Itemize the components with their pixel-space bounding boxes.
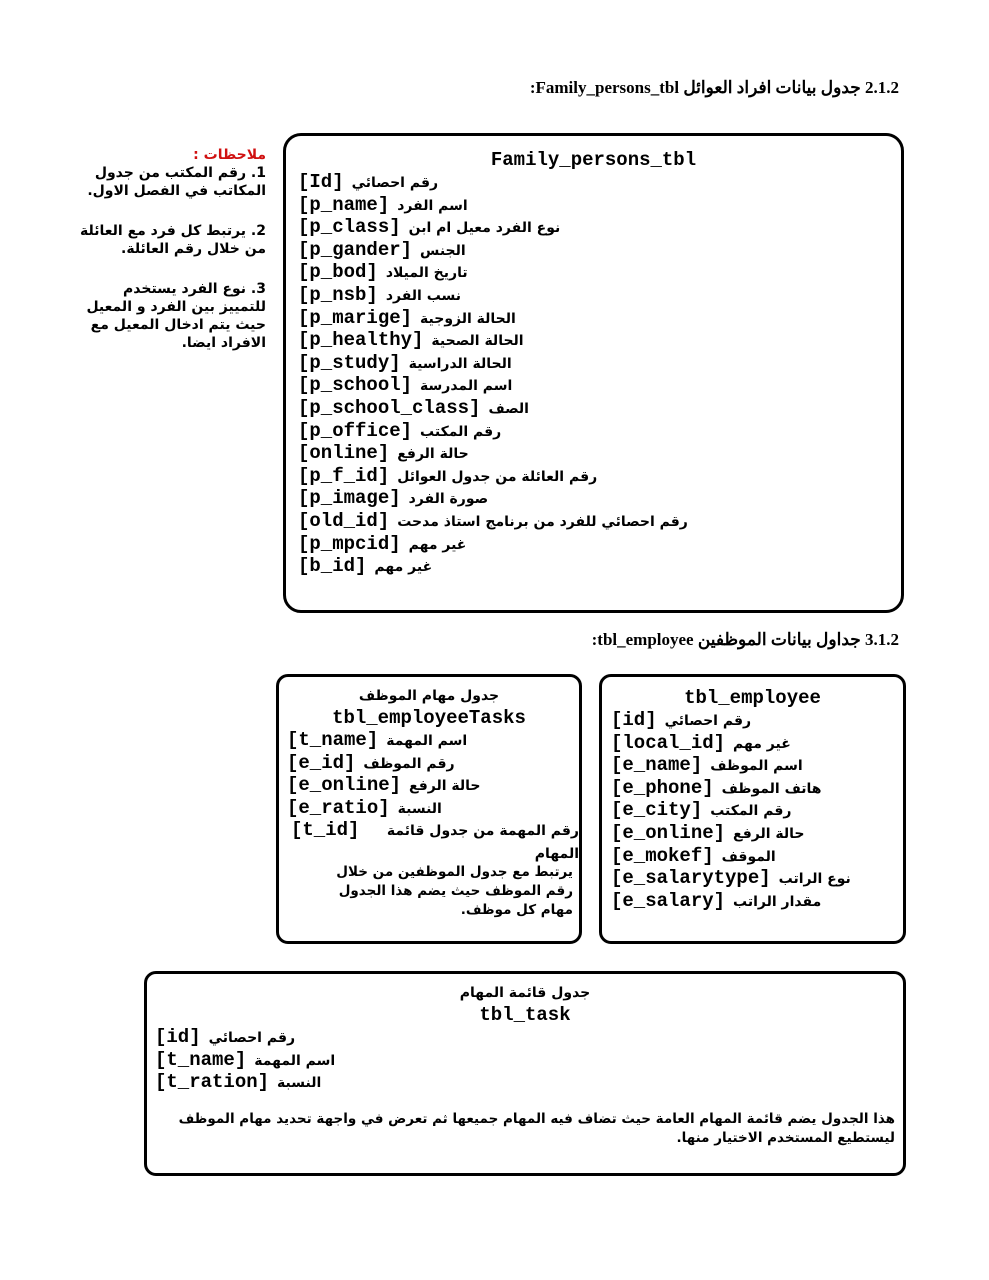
field-desc: رقم احصائي <box>208 1030 296 1046</box>
field-name: [p_school_class] <box>298 396 481 419</box>
field-name: [old_id] <box>298 509 390 532</box>
field-desc: الحالة الزوجية <box>420 310 516 327</box>
field-name: [p_study] <box>298 351 401 374</box>
tasks-field-row <box>287 729 579 752</box>
employee-tasks-field-list <box>287 729 579 862</box>
family-field-row <box>298 329 688 352</box>
field-name: [p_class] <box>298 216 401 239</box>
field-desc: رقم المهمة من جدول قائمة المهام <box>386 823 579 862</box>
field-name: [e_phone] <box>611 776 714 799</box>
family-field-row <box>298 465 688 488</box>
family-field-row <box>298 397 688 420</box>
field-desc: هاتف الموظف <box>721 780 822 797</box>
field-name: [e_online] <box>611 821 726 844</box>
field-desc: رقم احصائي للفرد من برنامج استاذ مدحت <box>397 513 688 530</box>
tasks-field-row <box>287 819 579 862</box>
field-name: [e_id] <box>287 751 356 774</box>
field-name: [e_name] <box>611 754 703 777</box>
field-desc: مقدار الراتب <box>733 893 822 910</box>
employee-tasks-table-box <box>276 674 582 944</box>
field-desc: رقم المكتب <box>710 803 792 820</box>
employee-tasks-table-name: tbl_employeeTasks <box>332 707 526 729</box>
employee-field-row <box>611 754 851 777</box>
field-desc: اسم المهمة <box>254 1052 336 1069</box>
field-desc: صورة الفرد <box>408 491 489 508</box>
field-name: [p_gander] <box>298 238 413 261</box>
field-name: [id] <box>155 1026 201 1048</box>
notes-title: ملاحظات : <box>193 147 266 163</box>
family-field-row <box>298 239 688 262</box>
task-field-row <box>155 1026 335 1049</box>
employee-field-row <box>611 709 851 732</box>
tasks-field-row <box>287 797 579 820</box>
field-name: [e_ratio] <box>287 796 390 819</box>
field-name: [p_nsb] <box>298 283 378 306</box>
field-desc: الحالة الدراسية <box>408 355 512 372</box>
family-field-row <box>298 510 688 533</box>
field-name: [e_salary] <box>611 889 726 912</box>
field-name: [local_id] <box>611 731 726 754</box>
field-desc: غير مهم <box>733 735 791 752</box>
section-heading-family: 2.1.2 جدول بيانات افراد العوائل Family_persons_tbl: <box>529 78 899 97</box>
family-table-name: Family_persons_tbl <box>490 149 697 171</box>
field-desc: رقم احصائي <box>664 713 752 729</box>
field-name: [p_bod] <box>298 261 378 284</box>
field-name: [p_marige] <box>298 306 413 329</box>
field-desc: غير مهم <box>408 536 467 553</box>
field-desc: النسبة <box>397 800 442 817</box>
field-desc: تاريخ الميلاد <box>385 265 468 282</box>
field-desc: اسم المهمة <box>386 733 468 749</box>
field-name: [t_id] <box>291 819 360 842</box>
note-item-3: 3. نوع الفرد يستخدم للتمييز بين الفرد و المعيل حيث يتم ادخال المعيل مع الافراد ايضا. <box>86 281 266 351</box>
task-table-name: tbl_task <box>479 1004 571 1026</box>
family-field-row <box>298 555 688 578</box>
task-field-list <box>155 1026 335 1094</box>
field-name: [p_mpcid] <box>298 532 401 555</box>
note-item-1: 1. رقم المكتب من جدول المكاتب في الفصل الاول. <box>87 165 266 199</box>
field-desc: الصف <box>488 400 529 417</box>
tasks-field-row <box>287 752 579 775</box>
employee-field-row <box>611 867 851 890</box>
employee-table-box <box>599 674 906 944</box>
employee-field-row <box>611 822 851 845</box>
family-field-row <box>298 307 688 330</box>
employee-field-list <box>611 709 851 912</box>
field-desc: الموقف <box>721 848 776 865</box>
field-desc: رقم الموظف <box>363 755 455 772</box>
task-table-box <box>144 971 906 1176</box>
field-name: [b_id] <box>298 555 367 578</box>
employee-field-row <box>611 890 851 913</box>
field-name: [p_office] <box>298 419 413 442</box>
field-desc: حالة الرفع <box>733 825 805 842</box>
family-field-row <box>298 261 688 284</box>
field-name: [t_ration] <box>155 1071 270 1094</box>
employee-tasks-note: يرتبط مع جدول الموظفين من خلال رقم الموظف حيث يضم هذا الجدول مهام كل موظف. <box>336 864 573 918</box>
family-field-row <box>298 352 688 375</box>
tasks-field-row <box>287 774 579 797</box>
field-desc: اسم المدرسة <box>420 378 513 395</box>
field-name: [Id] <box>298 171 344 193</box>
task-field-row <box>155 1049 335 1072</box>
field-desc: نوع الراتب <box>778 871 851 888</box>
field-desc: الحالة الصحية <box>431 333 524 350</box>
field-desc: اسم الموظف <box>710 758 803 775</box>
field-name: [e_salarytype] <box>611 867 771 890</box>
field-name: [online] <box>298 442 390 465</box>
note-item-2: 2. يرتبط كل فرد مع العائلة من خلال رقم العائلة. <box>80 223 266 257</box>
field-desc: رقم المكتب <box>420 423 502 440</box>
field-desc: الجنس <box>420 242 466 259</box>
family-field-row <box>298 374 688 397</box>
family-field-row <box>298 420 688 443</box>
family-field-row <box>298 194 688 217</box>
employee-field-row <box>611 799 851 822</box>
field-desc: رقم احصائي <box>351 175 439 191</box>
field-name: [p_name] <box>298 193 390 216</box>
notes-panel <box>78 146 266 352</box>
field-name: [t_name] <box>287 729 379 751</box>
employee-field-row <box>611 845 851 868</box>
field-name: [p_school] <box>298 374 413 397</box>
field-desc: النسبة <box>277 1075 322 1092</box>
family-field-row <box>298 442 688 465</box>
field-name: [p_image] <box>298 487 401 510</box>
task-field-row <box>155 1071 335 1094</box>
task-table-title-ar: جدول قائمة المهام <box>459 985 591 1001</box>
field-desc: حالة الرفع <box>409 778 481 795</box>
field-desc: حالة الرفع <box>397 446 469 463</box>
field-desc: رقم العائلة من جدول العوائل <box>397 468 598 485</box>
field-name: [t_name] <box>155 1048 247 1071</box>
employee-field-row <box>611 732 851 755</box>
field-name: [e_online] <box>287 774 402 797</box>
field-name: [id] <box>611 709 657 731</box>
family-field-row <box>298 216 688 239</box>
family-persons-table-box <box>283 133 904 613</box>
family-field-row <box>298 533 688 556</box>
employee-table-name: tbl_employee <box>684 687 821 709</box>
task-table-note: هذا الجدول يضم قائمة المهام العامة حيث تضاف فيه المهام جميعها ثم تعرض في واجهة تحديد مهام الموظف ليستطيع المستخدم الاختيار منها. <box>178 1111 895 1146</box>
field-name: [e_city] <box>611 799 703 822</box>
family-field-row <box>298 284 688 307</box>
field-desc: غير مهم <box>374 559 433 576</box>
field-desc: اسم الفرد <box>397 197 468 214</box>
field-name: [p_f_id] <box>298 464 390 487</box>
section-heading-employee: 3.1.2 جداول بيانات الموظفين tbl_employee: <box>591 630 899 649</box>
employee-tasks-title-ar: جدول مهام الموظف <box>358 688 500 704</box>
field-desc: نسب الفرد <box>385 287 462 304</box>
field-desc: نوع الفرد معيل ام ابن <box>408 220 561 237</box>
field-name: [p_healthy] <box>298 329 424 352</box>
family-field-row <box>298 171 688 194</box>
family-field-row <box>298 487 688 510</box>
employee-field-row <box>611 777 851 800</box>
field-name: [e_mokef] <box>611 844 714 867</box>
family-field-list <box>298 171 688 578</box>
